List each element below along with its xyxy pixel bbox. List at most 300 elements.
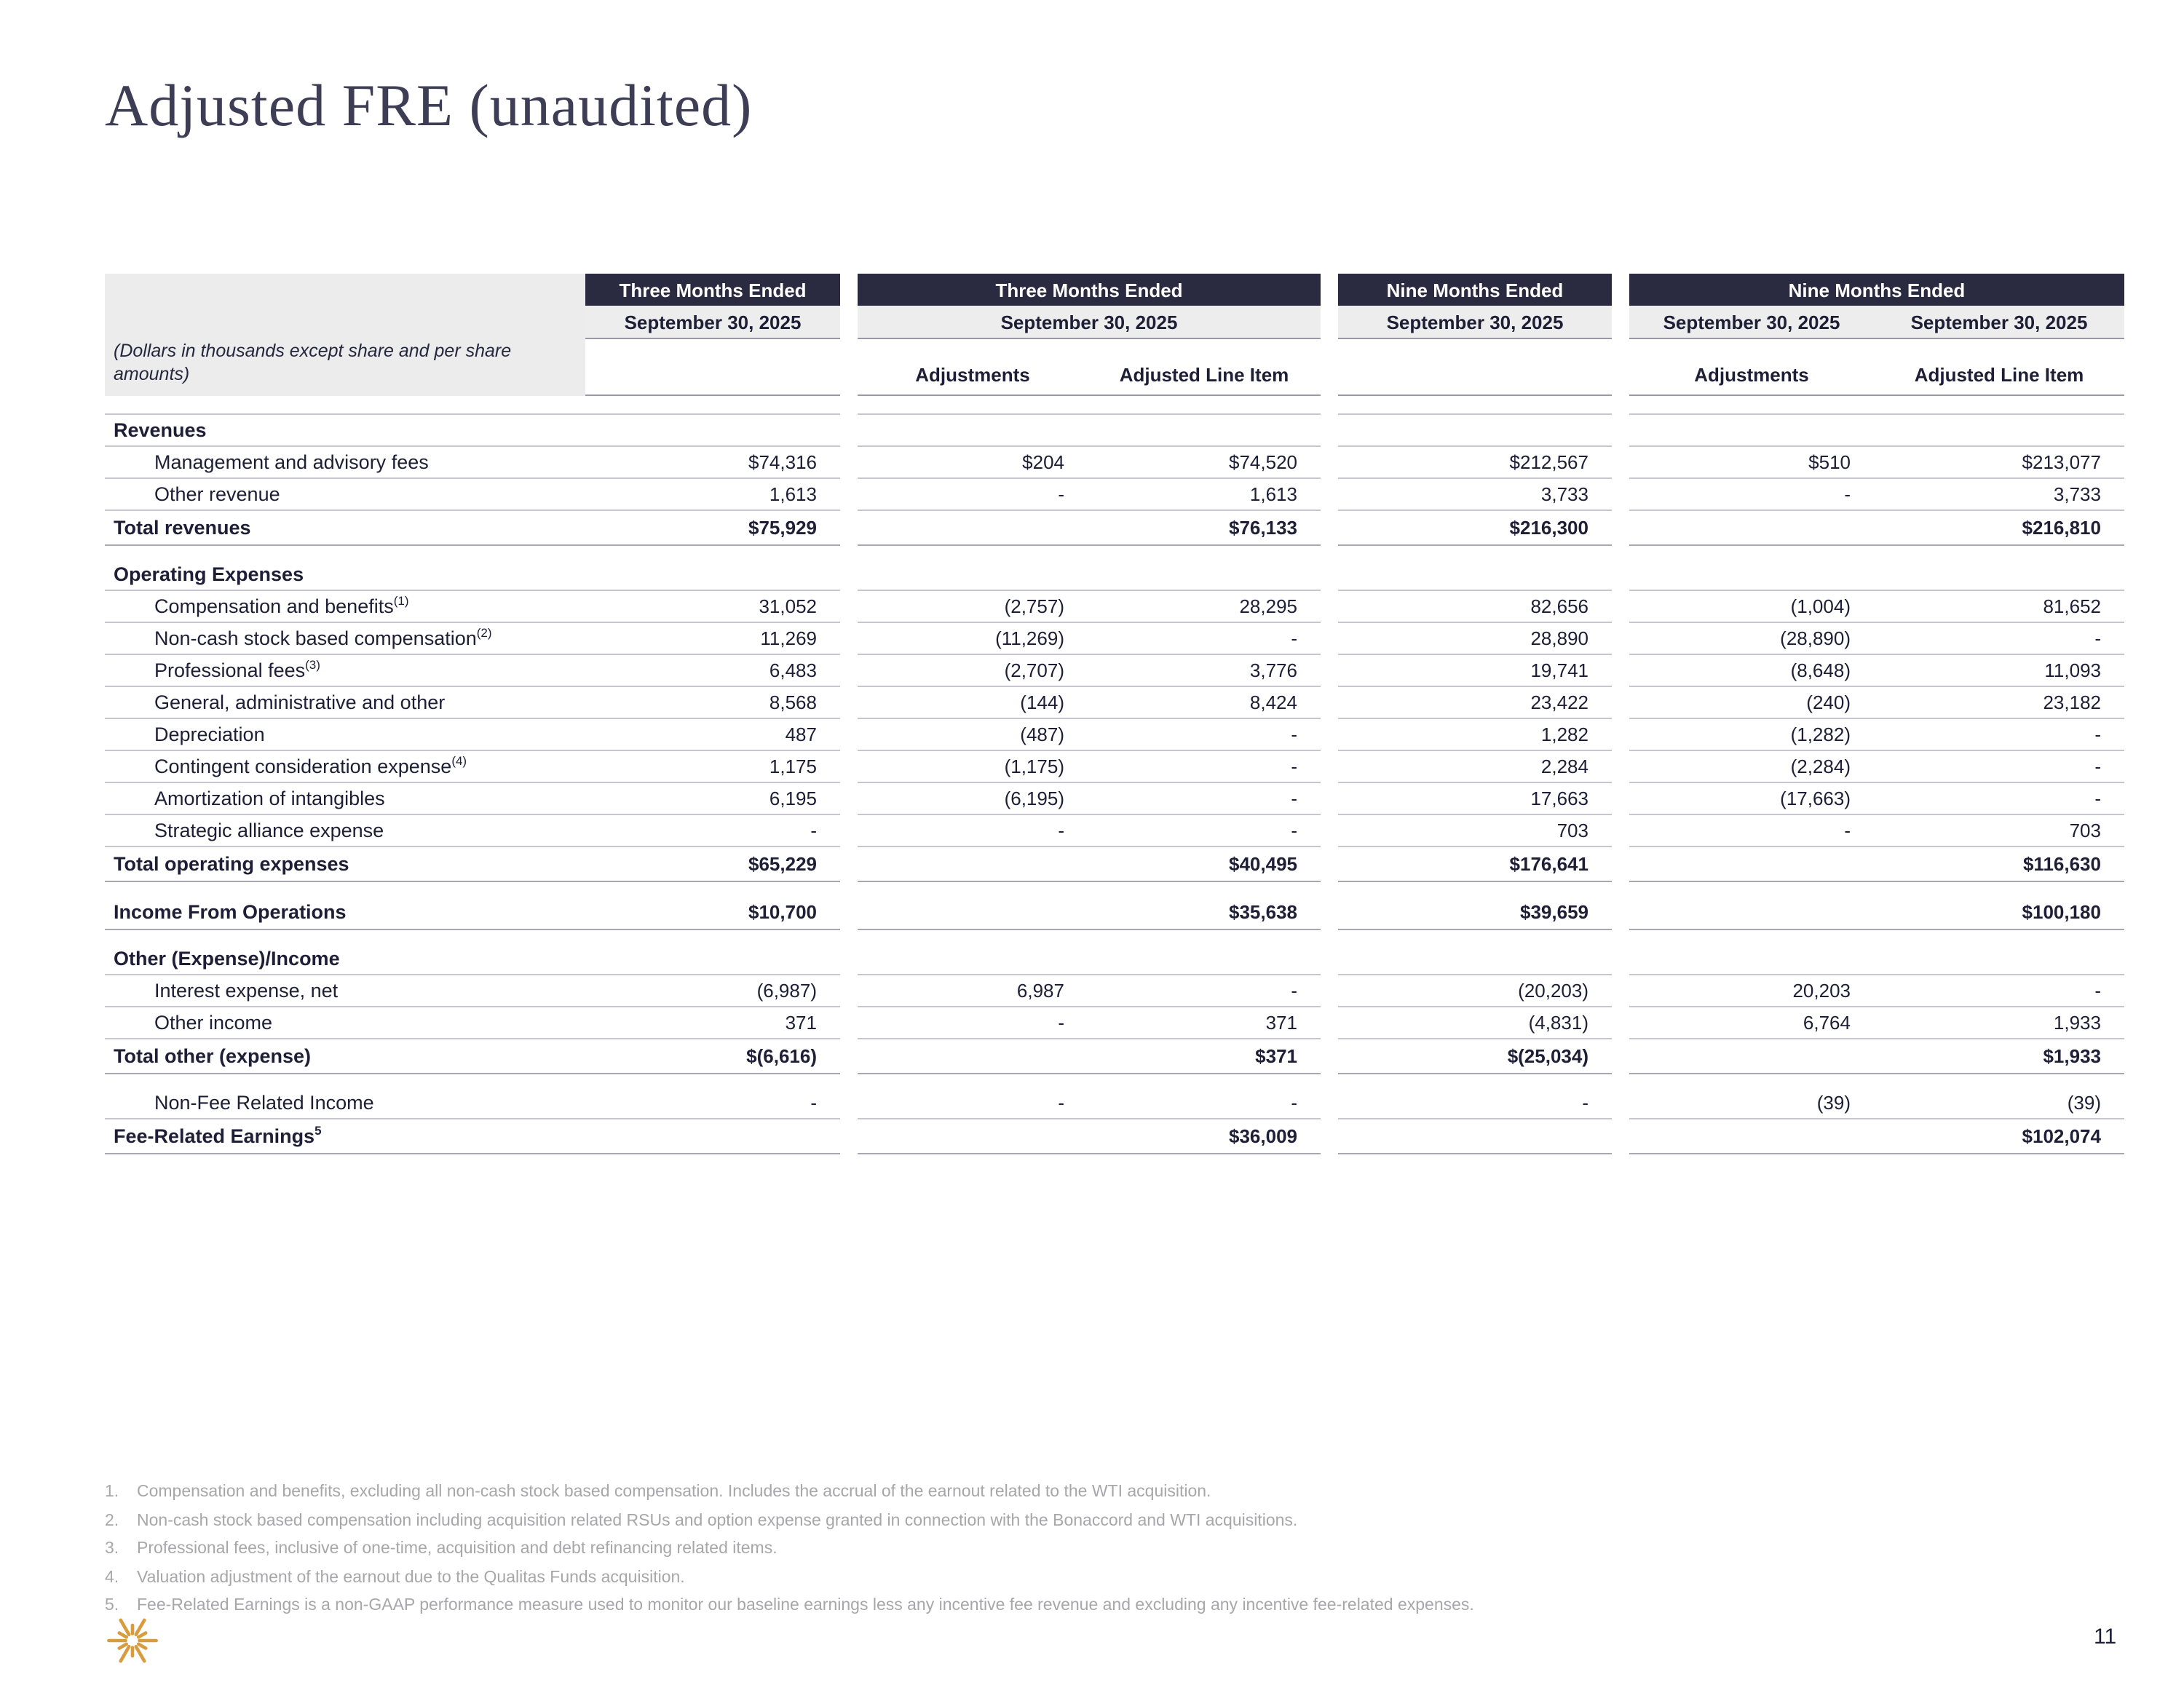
cell-value: (1,004) [1629,590,1874,622]
cell-value: (144) [858,686,1088,718]
cell-value [1338,1119,1612,1154]
table-row [105,750,2124,782]
cell-value: $204 [858,446,1088,478]
cell-value: 1,282 [1338,718,1612,750]
table-row [105,414,2124,446]
column-gap [840,478,858,510]
column-gap [1321,306,1338,338]
col-subheader: Adjustments [1629,338,1874,395]
cell-value [1629,1074,1874,1087]
footnote [105,1479,2041,1507]
column-gap [1321,975,1338,1007]
column-gap [1321,1039,1338,1074]
column-gap [1612,414,1629,446]
cell-value: $213,077 [1874,446,2124,478]
cell-value [858,1039,1088,1074]
cell-value: 20,203 [1629,975,1874,1007]
cell-value [1088,545,1321,559]
cell-value [1629,929,1874,943]
row-label: Compensation and benefits$^{(1)}$ [105,590,585,622]
page-number: 11 [2094,1625,2117,1649]
cell-value [585,929,840,943]
cell-value [1874,395,2124,414]
column-gap [1321,929,1338,943]
column-gap [1321,622,1338,654]
row-label: Total revenues [105,510,585,545]
col-subheader: Adjustments [858,338,1088,395]
cell-value: 6,764 [1629,1007,1874,1039]
cell-value: - [1088,1087,1321,1119]
cell-value: 8,424 [1088,686,1321,718]
column-gap [840,510,858,545]
cell-value [1629,895,1874,929]
cell-value [585,395,840,414]
row-label: Other revenue [105,478,585,510]
cell-value [858,881,1088,895]
row-label: Total other (expense) [105,1039,585,1074]
table-row [105,654,2124,686]
col-date-header: September 30, 2025 [1874,306,2124,338]
column-gap [1612,814,1629,847]
column-gap [1612,847,1629,881]
row-label: Revenues [105,414,585,446]
footnote-number: 4. [105,1569,119,1587]
cell-value: - [858,1007,1088,1039]
column-gap [840,338,858,395]
column-gap [1612,782,1629,814]
cell-value: (6,987) [585,975,840,1007]
cell-value [1088,943,1321,975]
cell-value: $74,316 [585,446,840,478]
cell-value: $(25,034) [1338,1039,1612,1074]
cell-value: $102,074 [1874,1119,2124,1154]
cell-value: - [1629,814,1874,847]
table-body [105,395,2124,1154]
column-gap [1321,654,1338,686]
table-row [105,1039,2124,1074]
cell-value: - [1874,622,2124,654]
cell-value: 2,284 [1338,750,1612,782]
cell-value [1088,414,1321,446]
cell-value: 23,422 [1338,686,1612,718]
column-gap [840,895,858,929]
column-gap [840,686,858,718]
cell-value: 6,195 [585,782,840,814]
col-subheader [585,338,840,395]
column-gap [1321,895,1338,929]
cell-value: - [1088,718,1321,750]
cell-value: $216,810 [1874,510,2124,545]
row-label: Interest expense, net [105,975,585,1007]
table-row [105,395,2124,414]
footnote-text: Professional fees, inclusive of one-time, acquisition and debt refinancing related items. [137,1540,778,1558]
cell-value: $75,929 [585,510,840,545]
col-group-header: Three Months Ended [858,274,1321,306]
row-label: General, administrative and other [105,686,585,718]
cell-value [585,1074,840,1087]
column-gap [840,1007,858,1039]
column-gap [1612,622,1629,654]
units-note: (Dollars in thousands except share and per share amounts) [114,341,512,385]
cell-value: 11,093 [1874,654,2124,686]
cell-value: - [858,478,1088,510]
row-label: Management and advisory fees [105,446,585,478]
cell-value [1874,943,2124,975]
column-gap [840,718,858,750]
cell-value: 28,295 [1088,590,1321,622]
cell-value: $10,700 [585,895,840,929]
column-gap [1612,274,1629,306]
cell-value: 3,776 [1088,654,1321,686]
footnotes [105,1479,2041,1621]
cell-value [858,895,1088,929]
col-subheader: Adjusted Line Item [1088,338,1321,395]
row-label: Non-cash stock based compensation$^{(2)}$ [105,622,585,654]
cell-value: (1,282) [1629,718,1874,750]
cell-value: $39,659 [1338,895,1612,929]
column-gap [1612,1007,1629,1039]
cell-value [858,414,1088,446]
column-gap [1321,1119,1338,1154]
cell-value [1088,929,1321,943]
footnote [105,1507,2041,1536]
column-gap [1321,478,1338,510]
column-gap [1321,943,1338,975]
row-label: Fee-Related Earnings$^5$ [105,1119,585,1154]
column-gap [840,881,858,895]
column-gap [840,654,858,686]
column-gap [1612,1039,1629,1074]
cell-value [1874,881,2124,895]
row-label: Total operating expenses [105,847,585,881]
column-gap [1612,478,1629,510]
cell-value: 23,182 [1874,686,2124,718]
column-gap [1612,338,1629,395]
table-row [105,975,2124,1007]
cell-value: $65,229 [585,847,840,881]
cell-value [858,929,1088,943]
cell-value: 28,890 [1338,622,1612,654]
column-gap [1321,274,1338,306]
cell-value [1338,414,1612,446]
cell-value: - [1338,1087,1612,1119]
cell-value: (11,269) [858,622,1088,654]
table-row [105,814,2124,847]
cell-value: $212,567 [1338,446,1612,478]
table-row [105,881,2124,895]
cell-value: (2,284) [1629,750,1874,782]
cell-value: - [1874,782,2124,814]
col-group-header: Three Months Ended [585,274,840,306]
column-gap [1321,847,1338,881]
cell-value: 17,663 [1338,782,1612,814]
column-gap [840,446,858,478]
cell-value: 1,933 [1874,1007,2124,1039]
cell-value: $510 [1629,446,1874,478]
sunburst-logo-icon [99,1607,166,1674]
cell-value: $100,180 [1874,895,2124,929]
cell-value [1338,559,1612,590]
cell-value: $371 [1088,1039,1321,1074]
cell-value [1629,1119,1874,1154]
cell-value: 82,656 [1338,590,1612,622]
row-label: Other income [105,1007,585,1039]
table-row [105,895,2124,929]
cell-value: 1,175 [585,750,840,782]
cell-value: 81,652 [1874,590,2124,622]
cell-value [858,395,1088,414]
row-label: Professional fees$^{(3)}$ [105,654,585,686]
cell-value: $216,300 [1338,510,1612,545]
column-gap [1612,654,1629,686]
column-gap [1321,414,1338,446]
cell-value: 6,483 [585,654,840,686]
footnote-number: 2. [105,1512,119,1530]
table-row [105,545,2124,559]
table-row [105,718,2124,750]
cell-value: - [1088,750,1321,782]
cell-value: 1,613 [1088,478,1321,510]
cell-value [1629,395,1874,414]
column-gap [1612,1074,1629,1087]
cell-value: 703 [1338,814,1612,847]
table-row [105,686,2124,718]
cell-value [1629,559,1874,590]
column-gap [840,943,858,975]
table-row [105,782,2124,814]
cell-value [1338,881,1612,895]
column-gap [1612,975,1629,1007]
cell-value [1629,847,1874,881]
row-label: Strategic alliance expense [105,814,585,847]
cell-value: 3,733 [1874,478,2124,510]
cell-value [585,1119,840,1154]
column-gap [1612,895,1629,929]
column-gap [840,929,858,943]
table-row [105,943,2124,975]
cell-value: $116,630 [1874,847,2124,881]
column-gap [1321,1087,1338,1119]
cell-value: 371 [1088,1007,1321,1039]
column-gap [1612,750,1629,782]
row-label [105,395,585,414]
page-title: Adjusted FRE (unaudited) [105,71,753,138]
table-row [105,1007,2124,1039]
cell-value [1088,559,1321,590]
row-label: Other (Expense)/Income [105,943,585,975]
column-gap [840,1119,858,1154]
table-row [105,1074,2124,1087]
column-gap [840,590,858,622]
column-gap [1612,590,1629,622]
cell-value [585,881,840,895]
column-gap [1612,306,1629,338]
column-gap [1321,559,1338,590]
cell-value [1629,1039,1874,1074]
table-row [105,559,2124,590]
cell-value: (487) [858,718,1088,750]
cell-value: (4,831) [1338,1007,1612,1039]
column-gap [1321,1007,1338,1039]
cell-value [1629,943,1874,975]
column-gap [1321,545,1338,559]
column-gap [1612,1119,1629,1154]
col-subheader: Adjusted Line Item [1874,338,2124,395]
column-gap [840,847,858,881]
cell-value [585,414,840,446]
column-gap [1612,943,1629,975]
cell-value: - [585,814,840,847]
cell-value: $1,933 [1874,1039,2124,1074]
cell-value: - [1629,478,1874,510]
column-gap [840,814,858,847]
row-label [105,545,585,559]
cell-value [858,510,1088,545]
column-gap [840,782,858,814]
cell-value [858,1119,1088,1154]
cell-value: $74,520 [1088,446,1321,478]
fre-table [105,274,2124,1154]
cell-value: - [1874,718,2124,750]
column-gap [840,975,858,1007]
cell-value: 19,741 [1338,654,1612,686]
table-row [105,847,2124,881]
column-gap [840,559,858,590]
row-label [105,929,585,943]
cell-value: (6,195) [858,782,1088,814]
column-gap [1612,545,1629,559]
cell-value: 3,733 [1338,478,1612,510]
footnote [105,1536,2041,1564]
column-gap [1321,395,1338,414]
column-gap [1612,446,1629,478]
column-gap [1321,718,1338,750]
cell-value: - [1088,814,1321,847]
cell-value [1338,943,1612,975]
column-gap [1612,1087,1629,1119]
units-note-cell [105,274,585,395]
cell-value [585,545,840,559]
cell-value [1874,414,2124,446]
cell-value [1874,1074,2124,1087]
footnote-number: 1. [105,1483,119,1501]
table-row [105,622,2124,654]
cell-value: (2,707) [858,654,1088,686]
cell-value: (1,175) [858,750,1088,782]
table-row [105,1087,2124,1119]
row-label: Income From Operations [105,895,585,929]
column-gap [1321,782,1338,814]
cell-value: 371 [585,1007,840,1039]
cell-value: 487 [585,718,840,750]
row-label [105,1074,585,1087]
col-group-header: Nine Months Ended [1338,274,1612,306]
column-gap [1321,750,1338,782]
column-gap [840,545,858,559]
cell-value: (240) [1629,686,1874,718]
column-gap [1612,881,1629,895]
cell-value [858,545,1088,559]
footnote-number: 3. [105,1540,119,1558]
cell-value [1338,1074,1612,1087]
cell-value [1338,395,1612,414]
cell-value [1338,545,1612,559]
cell-value: (28,890) [1629,622,1874,654]
fre-table-wrapper [0,274,2124,1154]
column-gap [1321,338,1338,395]
row-label: Operating Expenses [105,559,585,590]
column-gap [1321,881,1338,895]
cell-value: 8,568 [585,686,840,718]
column-gap [1321,590,1338,622]
cell-value: $176,641 [1338,847,1612,881]
column-gap [840,1039,858,1074]
col-date-header: September 30, 2025 [1338,306,1612,338]
cell-value: - [1088,975,1321,1007]
column-gap [1612,929,1629,943]
cell-value: (8,648) [1629,654,1874,686]
column-gap [1612,510,1629,545]
column-gap [840,622,858,654]
table-row [105,1119,2124,1154]
cell-value: - [858,814,1088,847]
cell-value [1088,1074,1321,1087]
cell-value: (17,663) [1629,782,1874,814]
header-row-period [105,274,2124,306]
column-gap [1612,718,1629,750]
cell-value [1338,929,1612,943]
row-label: Amortization of intangibles [105,782,585,814]
column-gap [1612,559,1629,590]
col-group-header: Nine Months Ended [1629,274,2124,306]
col-date-header: September 30, 2025 [858,306,1321,338]
cell-value [858,1074,1088,1087]
cell-value [1088,881,1321,895]
cell-value: (2,757) [858,590,1088,622]
cell-value: $35,638 [1088,895,1321,929]
column-gap [1321,686,1338,718]
column-gap [840,274,858,306]
column-gap [840,306,858,338]
col-subheader [1338,338,1612,395]
cell-value [1874,929,2124,943]
column-gap [840,1087,858,1119]
cell-value: 6,987 [858,975,1088,1007]
footnote [105,1564,2041,1593]
column-gap [840,395,858,414]
cell-value [1874,545,2124,559]
column-gap [1612,395,1629,414]
column-gap [1321,1074,1338,1087]
cell-value [585,559,840,590]
cell-value [858,559,1088,590]
footnote [105,1593,2041,1621]
table-row [105,510,2124,545]
cell-value: $76,133 [1088,510,1321,545]
cell-value [1629,414,1874,446]
column-gap [1612,686,1629,718]
footnote-text: Fee-Related Earnings is a non-GAAP performance measure used to monitor our baseline earnings less any incentive fee revenue and excluding any incentive fee-related expenses. [137,1597,1474,1615]
cell-value: (20,203) [1338,975,1612,1007]
cell-value [1629,545,1874,559]
column-gap [1321,814,1338,847]
col-date-header: September 30, 2025 [585,306,840,338]
column-gap [1321,510,1338,545]
column-gap [840,414,858,446]
cell-value [858,943,1088,975]
column-gap [840,750,858,782]
cell-value [1874,559,2124,590]
